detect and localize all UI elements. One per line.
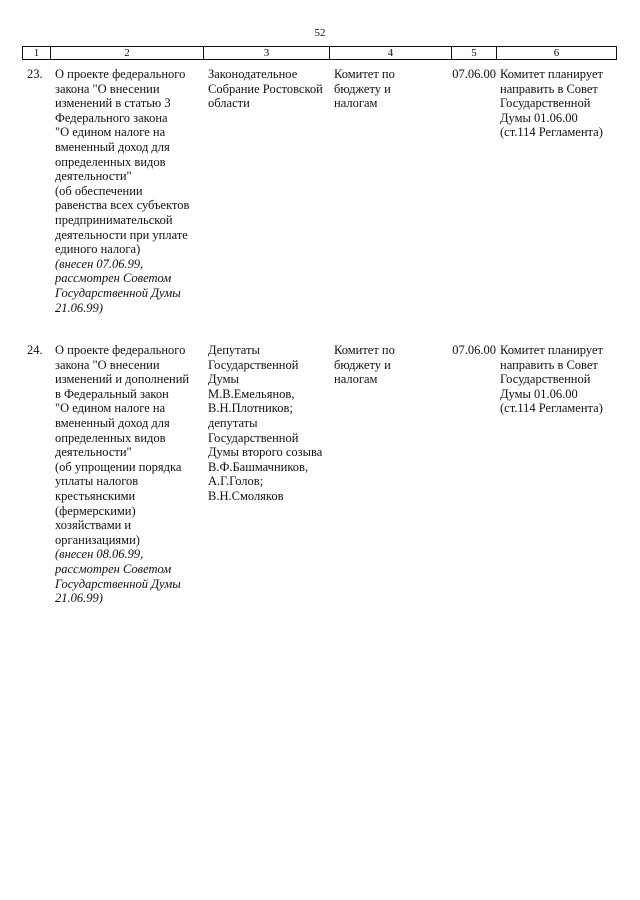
plan-line: Думы 01.06.00: [500, 386, 578, 401]
bill-title-line: в Федеральный закон: [55, 386, 169, 401]
bill-author-line: области: [208, 96, 250, 111]
bill-title-line: предпринимательской: [55, 212, 173, 227]
bill-title-line: О проекте федерального: [55, 67, 186, 81]
plan-line: Комитет планирует: [500, 67, 603, 81]
bill-title-line: вмененный доход для: [55, 139, 170, 154]
bill-title-line: (об обеспечении: [55, 183, 143, 198]
bill-author-line: Государственной: [208, 357, 299, 372]
bill-title-line: (об упрощении порядка: [55, 459, 182, 474]
bill-title: [55, 67, 189, 315]
column-header-table: [22, 46, 617, 60]
bill-title-line: крестьянскими: [55, 488, 136, 503]
plan-line: Думы 01.06.00: [500, 110, 578, 125]
bill-title-line: организациями): [55, 532, 140, 547]
bill-title-line: равенства всех субъектов: [55, 198, 190, 213]
committee-line: налогам: [334, 372, 378, 387]
plan-line: Комитет планирует: [500, 343, 603, 357]
planned-date: 07.06.00: [452, 343, 496, 357]
bill-title-line: (фермерскими): [55, 503, 136, 518]
bill-title-line: вмененный доход для: [55, 415, 170, 430]
bill-author-line: Законодательное: [208, 67, 298, 81]
plan-line: Государственной: [500, 372, 591, 387]
bill-title-line: хозяйствами и: [55, 518, 132, 533]
plan-line: направить в Совет: [500, 81, 598, 96]
plan-line: (ст.114 Регламента): [500, 401, 603, 416]
bill-note-line: (внесен 07.06.99,: [55, 256, 144, 271]
bill-title-line: Федерального закона: [55, 110, 168, 125]
bill-note-line: 21.06.99): [55, 591, 103, 606]
bill-title-line: изменений в статью 3: [55, 96, 171, 111]
bill-author: [208, 67, 323, 111]
planned-date: 07.06.00: [452, 67, 496, 81]
bill-author-line: Государственной: [208, 430, 299, 445]
committee-line: Комитет по: [334, 343, 395, 357]
column-header-1: 1: [23, 47, 51, 60]
bill-title-line: "О едином налоге на: [55, 125, 166, 140]
bill-title-line: изменений и дополнений: [55, 372, 190, 387]
plan-line: Государственной: [500, 96, 591, 111]
column-header-6: 6: [497, 47, 617, 60]
bill-author-line: М.В.Емельянов,: [208, 386, 295, 401]
bill-author-line: В.Н.Плотников;: [208, 401, 293, 416]
row-number: 23.: [27, 67, 43, 81]
responsible-committee: [334, 343, 395, 387]
bill-author-line: В.Н.Смоляков: [208, 488, 284, 503]
bill-author-line: Депутаты: [208, 343, 260, 357]
bill-note-line: рассмотрен Советом: [55, 271, 172, 286]
column-header-5: 5: [452, 47, 497, 60]
page-number: 52: [314, 27, 326, 39]
bill-note-line: Государственной Думы: [55, 285, 181, 300]
column-header-row: [23, 47, 617, 60]
bill-title-line: уплаты налогов: [55, 474, 139, 489]
bill-title-line: деятельности при уплате: [55, 227, 188, 242]
bill-title-line: определенных видов: [55, 430, 166, 445]
bill-title-line: деятельности": [55, 445, 132, 460]
committee-line: бюджету и: [334, 81, 391, 96]
bill-author-line: Думы второго созыва: [208, 445, 323, 460]
bill-title-line: "О едином налоге на: [55, 401, 166, 416]
bill-note-line: (внесен 08.06.99,: [55, 547, 144, 562]
bill-note-line: Государственной Думы: [55, 576, 181, 591]
committee-plan: [500, 67, 603, 140]
bill-author-line: А.Г.Голов;: [208, 474, 264, 489]
bill-author-line: В.Ф.Башмачников,: [208, 459, 309, 474]
committee-line: Комитет по: [334, 67, 395, 81]
bill-title-line: определенных видов: [55, 154, 166, 169]
column-header-3: 3: [204, 47, 330, 60]
plan-line: (ст.114 Регламента): [500, 125, 603, 140]
bill-note-line: 21.06.99): [55, 300, 103, 315]
bill-title-line: О проекте федерального: [55, 343, 186, 357]
bill-author-line: Собрание Ростовской: [208, 81, 323, 96]
committee-line: налогам: [334, 96, 378, 111]
committee-plan: [500, 343, 603, 416]
bill-note-line: рассмотрен Советом: [55, 561, 172, 576]
bill-author-line: Думы: [208, 372, 239, 387]
column-header-2: 2: [51, 47, 204, 60]
column-header-4: 4: [330, 47, 452, 60]
bill-author-line: депутаты: [208, 415, 258, 430]
bill-title-line: закона "О внесении: [55, 81, 160, 96]
plan-line: направить в Совет: [500, 357, 598, 372]
committee-line: бюджету и: [334, 357, 391, 372]
bill-author: [208, 343, 322, 504]
bill-title-line: единого налога): [55, 242, 141, 257]
bill-title: [55, 343, 189, 606]
bill-title-line: деятельности": [55, 169, 132, 184]
bill-title-line: закона "О внесении: [55, 357, 160, 372]
row-number: 24.: [27, 343, 43, 357]
responsible-committee: [334, 67, 395, 111]
